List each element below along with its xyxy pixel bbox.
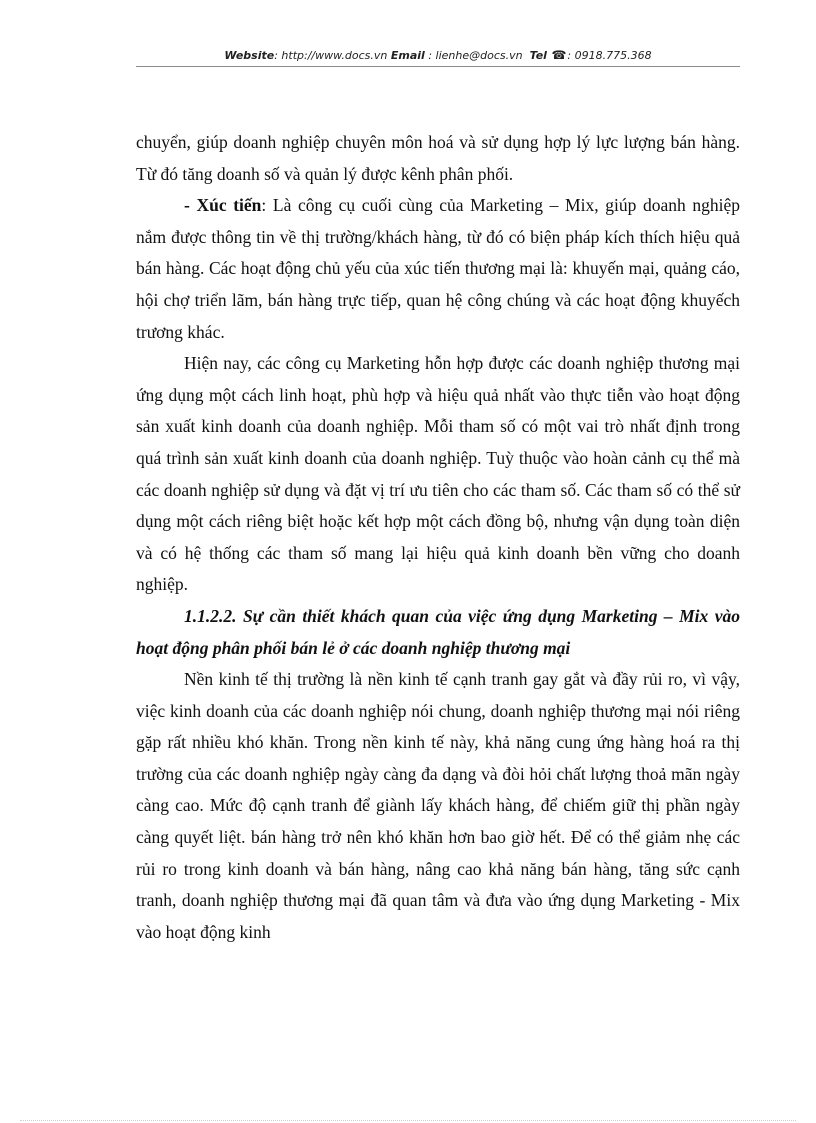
paragraph-2 — [136, 190, 740, 348]
page-bottom-border — [20, 1120, 796, 1121]
paragraph-1: chuyển, giúp doanh nghiệp chuyên môn hoá và sử dụng hợp lý lực lượng bán hàng. Từ đó tăng doanh số và quản lý được kênh phân phối. — [136, 132, 740, 184]
email-label: Email — [390, 49, 425, 62]
paragraph-4: Nền kinh tế thị trường là nền kinh tế cạnh tranh gay gắt và đầy rủi ro, vì vậy, việc kinh doanh của các doanh nghiệp nói chung, doanh nghiệp thương mại nói riêng gặp rất nhiều khó khăn. Trong nền kinh tế này, khả năng cung ứng hàng hoá ra thị trường của các doanh nghiệp ngày càng đa dạng và đòi hỏi chất lượng thoả mãn ngày càng cao. Mức độ cạnh tranh để giành lấy khách hàng, để chiếm giữ thị phần ngày càng quyết liệt. bán hàng trở nên khó khăn hơn bao giờ hết. Để có thể giảm nhẹ các rủi ro trong kinh doanh và bán hàng, nâng cao khả năng bán hàng, tăng sức cạnh tranh, doanh nghiệp thương mại đã quan tâm và đưa vào ứng dụng Marketing - Mix vào hoạt động kinh — [136, 669, 740, 942]
phone-icon: ☎ — [551, 48, 567, 62]
page-header — [136, 44, 740, 67]
tel-label: Tel — [529, 49, 547, 62]
paragraph-2-lead: - Xúc tiến — [184, 195, 262, 216]
section-heading: 1.1.2.2. Sự cần thiết khách quan của việc ứng dụng Marketing – Mix vào hoạt động phân phối bán lẻ ở các doanh nghiệp thương mại — [136, 605, 740, 658]
website-label: Website — [224, 49, 275, 62]
email-link[interactable]: : lienhe@docs.vn — [428, 49, 523, 62]
paragraph-3: Hiện nay, các công cụ Marketing hỗn hợp được các doanh nghiệp thương mại ứng dụng một cách linh hoạt, phù hợp và hiệu quả nhất vào thực tiễn vào hoạt động sản xuất kinh doanh của doanh nghiệp. Mỗi tham số có một vai trò nhất định trong quá trình sản xuất kinh doanh của doanh nghiệp. Tuỳ thuộc vào hoàn cảnh cụ thể mà các doanh nghiệp sử dụng và đặt vị trí ưu tiên cho các tham số. Các tham số có thể sử dụng một cách riêng biệt hoặc kết hợp một cách đồng bộ, nhưng vận dụng toàn diện và có hệ thống các tham số mang lại hiệu quả kinh doanh bền vững cho doanh nghiệp. — [136, 353, 740, 595]
tel-value: : 0918.775.368 — [567, 49, 652, 62]
paragraph-2-text: : Là công cụ cuối cùng của Marketing – Mix, giúp doanh nghiệp nắm được thông tin về thị trường/khách hàng, từ đó có biện pháp kích thích hiệu quả bán hàng. Các hoạt động chủ yếu của xúc tiến thương mại là: khuyến mại, quảng cáo, hội chợ triển lãm, bán hàng trực tiếp, quan hệ công chúng và các hoạt động khuyếch trương khác. — [136, 195, 740, 342]
document-body — [136, 127, 740, 948]
website-link[interactable]: : http://www.docs.vn — [274, 49, 388, 62]
